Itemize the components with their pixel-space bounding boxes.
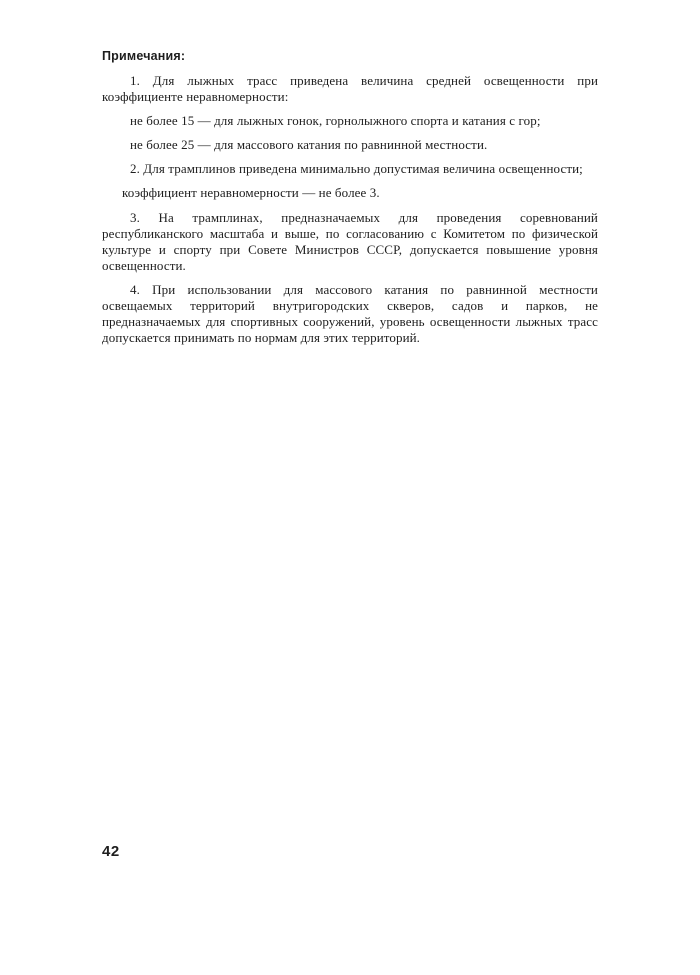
notes-section (102, 48, 598, 354)
note-2-item-a: коэффициент неравномерности — не более 3. (122, 185, 380, 200)
notes-heading: Примечания: (102, 49, 186, 63)
page-number: 42 (102, 843, 120, 860)
note-1: 1. Для лыжных трасс приведена величина средней освещенности при коэффициенте неравномерности: (102, 73, 598, 104)
note-3: 3. На трамплинах, предназначаемых для проведения соревнований республиканского масштаба и выше, по согласованию с Комитетом по физической культуре и спорту при Совете Министров СССР, допускается повышение уровня освещенности. (102, 210, 598, 273)
note-2: 2. Для трамплинов приведена минимально допустимая величина освещенности; (130, 161, 583, 176)
note-4: 4. При использовании для массового катания по равнинной местности освещаемых территорий внутригородских скверов, садов и парков, не предназначаемых для спортивных сооружений, уровень освещенности лыжных трасс допускается принимать по нормам для этих территорий. (102, 282, 598, 345)
note-1-item-b: не более 25 — для массового катания по равнинной местности. (130, 137, 488, 152)
note-1-item-a: не более 15 — для лыжных гонок, горнолыжного спорта и катания с гор; (130, 113, 541, 128)
